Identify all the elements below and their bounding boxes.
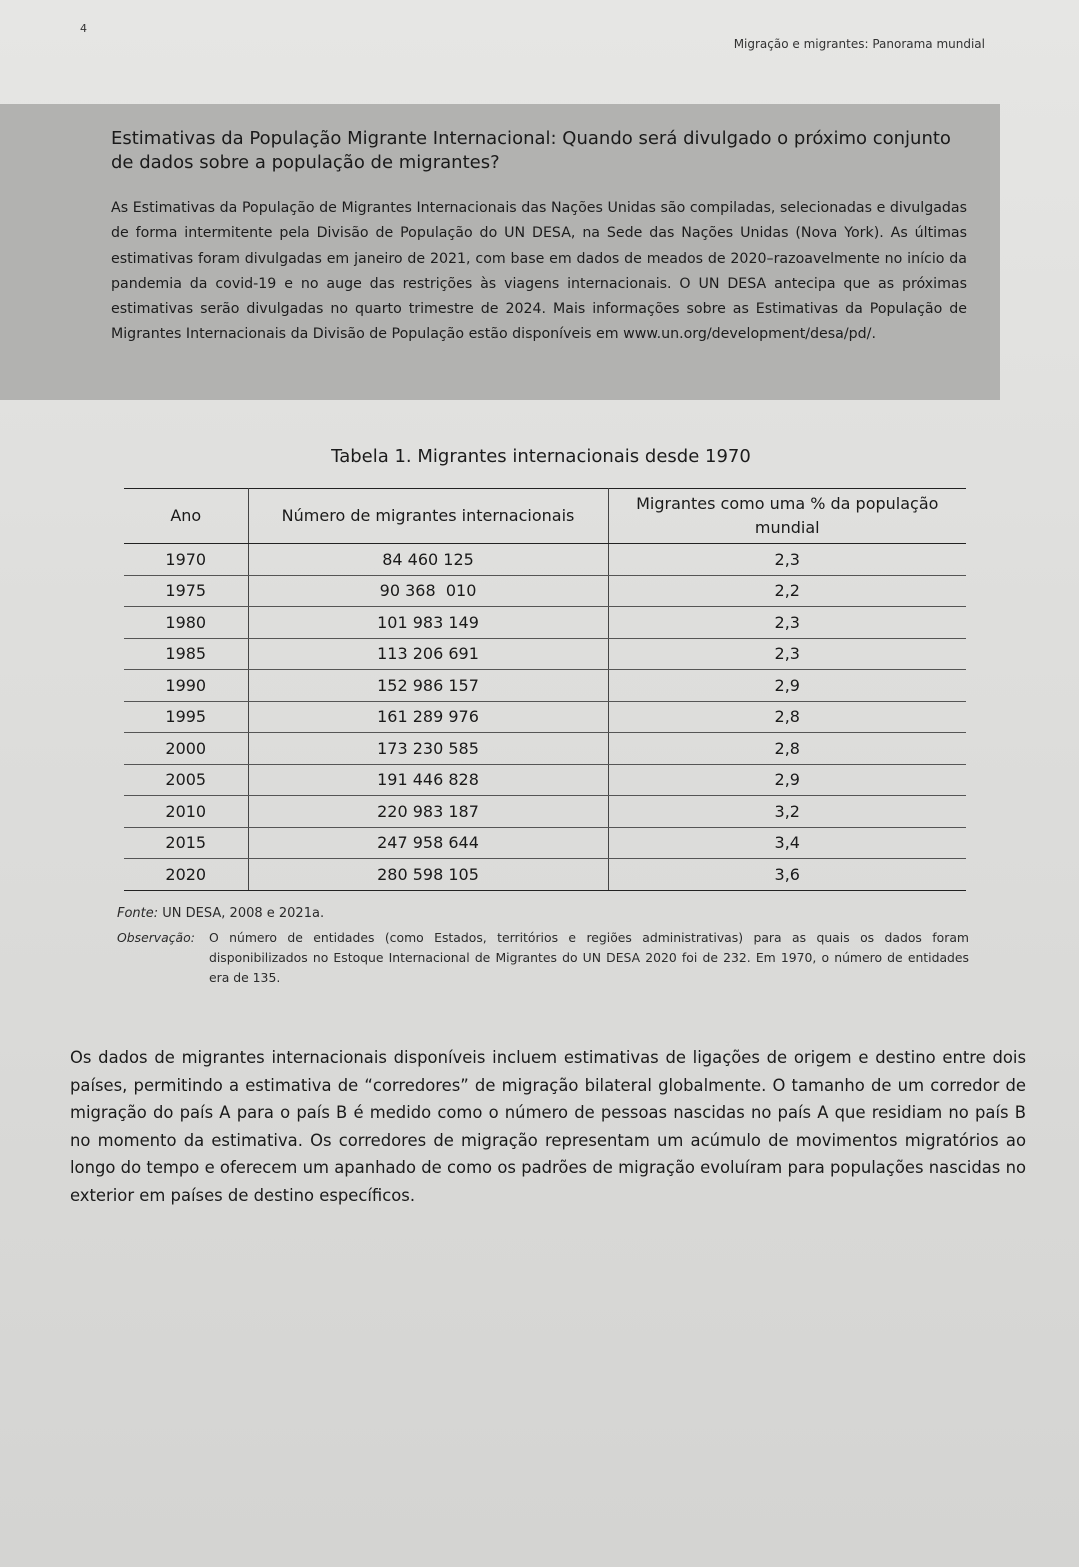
note-text: O número de entidades (como Estados, territórios e regiões administrativas) para as quais os dados foram disponibilizados no Estoque Internacional de Migrantes do UN DESA 2020 foi de 232. Em 1970, o número de entidades era de 135.	[209, 930, 969, 985]
migrants-table-container	[124, 488, 966, 891]
cell-percent: 2,3	[608, 607, 966, 639]
table-row	[124, 670, 966, 702]
page-number: 4	[80, 22, 87, 35]
table-row	[124, 827, 966, 859]
cell-year: 1985	[124, 638, 248, 670]
cell-year: 2010	[124, 796, 248, 828]
info-box-body: As Estimativas da População de Migrantes Internacionais das Nações Unidas são compiladas, selecionadas e divulgadas de forma intermitente pela Divisão de População do UN DESA, na Sede das Nações Unidas (Nova York). As últimas estimativas foram divulgadas em janeiro de 2021, com base em dados de meados de 2020–razoavelmente no início da pandemia da covid-19 e no auge das restrições às viagens internacionais. O UN DESA antecipa que as próximas estimativas serão divulgadas no quarto trimestre de 2024. Mais informações sobre as Estimativas da População de Migrantes Internacionais da Divisão de População estão disponíveis em www.un.org/development/desa/pd/.	[111, 200, 967, 343]
cell-year: 2015	[124, 827, 248, 859]
table-row	[124, 796, 966, 828]
header-count: Número de migrantes internacionais	[248, 489, 608, 544]
header-year: Ano	[124, 489, 248, 544]
cell-percent: 2,9	[608, 764, 966, 796]
source-label: Fonte:	[117, 906, 159, 921]
cell-count: 152 986 157	[248, 670, 608, 702]
table-caption: Tabela 1. Migrantes internacionais desde 1970	[331, 446, 751, 467]
cell-percent: 2,8	[608, 701, 966, 733]
cell-count: 113 206 691	[248, 638, 608, 670]
cell-year: 2000	[124, 733, 248, 765]
cell-percent: 2,9	[608, 670, 966, 702]
cell-year: 1970	[124, 544, 248, 576]
table-row	[124, 701, 966, 733]
cell-count: 220 983 187	[248, 796, 608, 828]
note-label: Observação:	[117, 930, 195, 945]
cell-percent: 3,2	[608, 796, 966, 828]
info-box-title: Estimativas da População Migrante Internacional: Quando será divulgado o próximo conjunto de dados sobre a população de migrantes?	[111, 128, 951, 173]
cell-percent: 2,8	[608, 733, 966, 765]
running-title: Migração e migrantes: Panorama mundial	[733, 37, 985, 51]
cell-year: 1975	[124, 575, 248, 607]
table-source	[117, 906, 324, 921]
source-text: UN DESA, 2008 e 2021a.	[162, 906, 325, 921]
cell-count: 84 460 125	[248, 544, 608, 576]
cell-year: 1995	[124, 701, 248, 733]
cell-percent: 2,3	[608, 638, 966, 670]
table-header-row	[124, 489, 966, 544]
cell-percent: 3,6	[608, 859, 966, 891]
cell-year: 2005	[124, 764, 248, 796]
cell-year: 1980	[124, 607, 248, 639]
table-row	[124, 638, 966, 670]
cell-count: 191 446 828	[248, 764, 608, 796]
table-note	[117, 928, 969, 988]
cell-percent: 2,2	[608, 575, 966, 607]
cell-count: 90 368 010	[248, 575, 608, 607]
body-paragraph: Os dados de migrantes internacionais disponíveis incluem estimativas de ligações de origem e destino entre dois países, permitindo a estimativa de “corredores” de migração bilateral globalmente. O tamanho de um corredor de migração do país A para o país B é medido como o número de pessoas nascidas no país A que residiam no país B no momento da estimativa. Os corredores de migração representam um acúmulo de movimentos migratórios ao longo do tempo e oferecem um apanhado de como os padrões de migração evoluíram para populações nascidas no exterior em países de destino específicos.	[70, 1048, 1026, 1205]
cell-percent: 3,4	[608, 827, 966, 859]
cell-count: 247 958 644	[248, 827, 608, 859]
table-row	[124, 733, 966, 765]
cell-year: 2020	[124, 859, 248, 891]
table-row	[124, 607, 966, 639]
cell-count: 280 598 105	[248, 859, 608, 891]
table-row	[124, 575, 966, 607]
cell-year: 1990	[124, 670, 248, 702]
table-row	[124, 764, 966, 796]
cell-count: 101 983 149	[248, 607, 608, 639]
migrants-table	[124, 488, 966, 891]
cell-count: 173 230 585	[248, 733, 608, 765]
cell-percent: 2,3	[608, 544, 966, 576]
cell-count: 161 289 976	[248, 701, 608, 733]
table-row	[124, 859, 966, 891]
table-row	[124, 544, 966, 576]
header-percent: Migrantes como uma % da população mundial	[608, 489, 966, 544]
